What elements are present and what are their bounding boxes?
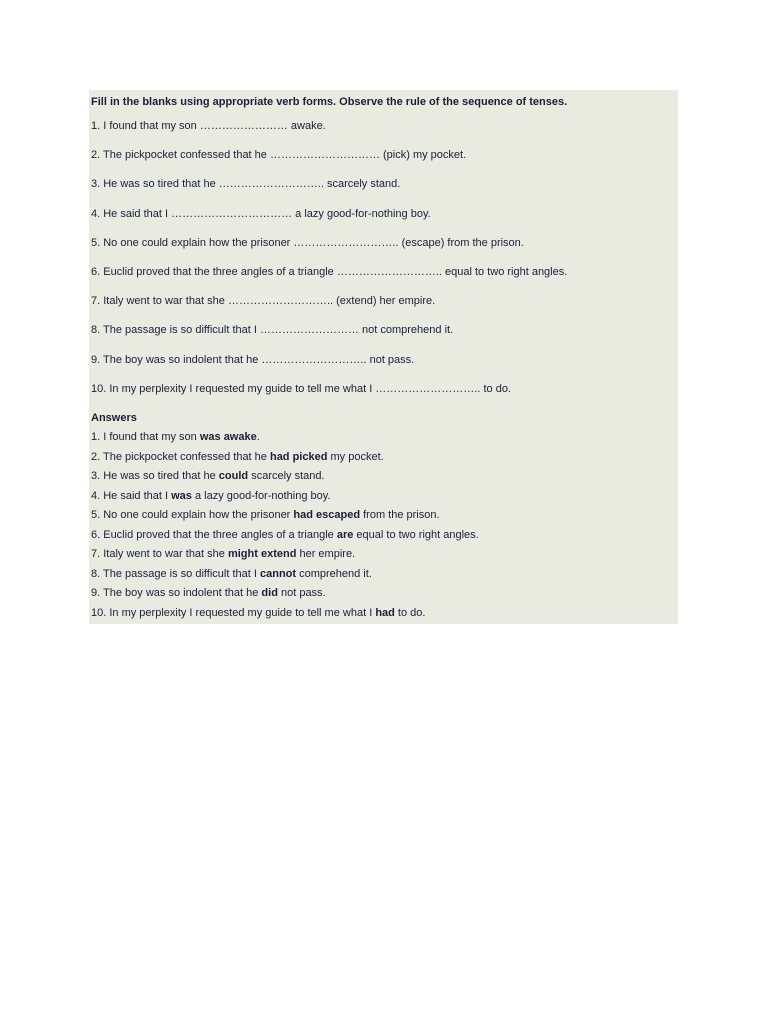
answer-verb: was awake	[199, 431, 257, 444]
answer-item	[91, 606, 678, 626]
answer-item	[91, 430, 678, 450]
answer-text: 10. In my perplexity I requested my guide to tell me what I	[91, 606, 376, 619]
answer-verb: cannot	[259, 567, 297, 580]
answer-item	[91, 508, 678, 528]
answer-verb: did	[261, 587, 278, 600]
answer-text: to do.	[394, 606, 426, 619]
answer-item	[91, 450, 678, 470]
answer-text: .	[256, 431, 260, 444]
answer-text: 4. He said that I	[91, 489, 172, 502]
question-item: 5. No one could explain how the prisoner ……………………….. (escape) from the prison.	[91, 236, 524, 249]
answer-verb: might extend	[227, 548, 297, 561]
answer-text: 1. I found that my son	[91, 431, 200, 444]
answer-item	[91, 469, 678, 489]
exercise-instruction: Fill in the blanks using appropriate verb forms. Observe the rule of the sequence of tenses.	[91, 96, 568, 108]
question-item: 10. In my perplexity I requested my guide to tell me what I ……………………….. to do.	[91, 382, 511, 395]
answer-text: her empire.	[296, 548, 356, 561]
answer-item	[91, 528, 678, 548]
answer-item	[91, 567, 678, 587]
answer-text: 7. Italy went to war that she	[91, 548, 228, 561]
answer-text: a lazy good-for-nothing boy.	[191, 489, 331, 502]
answer-text: equal to two right angles.	[353, 528, 479, 541]
answer-text: comprehend it.	[296, 567, 372, 580]
answers-heading: Answers	[91, 411, 137, 424]
answer-item	[91, 547, 678, 567]
answer-text: 5. No one could explain how the prisoner	[91, 509, 294, 522]
answer-verb: had	[375, 606, 395, 619]
answer-text: scarcely stand.	[248, 470, 325, 483]
answer-list	[91, 430, 678, 625]
question-item: 1. I found that my son …………………… awake.	[91, 120, 326, 132]
answer-verb: had picked	[269, 450, 328, 463]
question-list	[91, 119, 678, 411]
answer-text: 8. The passage is so difficult that I	[91, 567, 260, 580]
answer-verb: could	[218, 470, 249, 483]
answer-text: 2. The pickpocket confessed that he	[91, 450, 270, 463]
question-item: 3. He was so tired that he ……………………….. scarcely stand.	[91, 178, 401, 191]
answer-verb: are	[336, 528, 354, 541]
question-item: 6. Euclid proved that the three angles of a triangle ……………………….. equal to two right angles.	[91, 265, 568, 278]
answer-verb: had escaped	[293, 509, 361, 522]
question-item: 4. He said that I …………………………… a lazy good-for-nothing boy.	[91, 207, 431, 220]
answer-text: from the prison.	[360, 509, 440, 522]
question-item: 2. The pickpocket confessed that he ………………………… (pick) my pocket.	[91, 149, 467, 162]
answer-text: my pocket.	[327, 450, 384, 463]
answer-verb: was	[171, 489, 192, 502]
answer-text: 6. Euclid proved that the three angles of a triangle	[91, 528, 337, 541]
question-item: 7. Italy went to war that she ……………………….. (extend) her empire.	[91, 295, 436, 308]
question-item: 8. The passage is so difficult that I ……………………… not comprehend it.	[91, 324, 454, 337]
answer-text: not pass.	[277, 587, 326, 600]
exercise-panel	[89, 90, 678, 624]
answer-text: 9. The boy was so indolent that he	[91, 587, 262, 600]
answer-item	[91, 586, 678, 606]
answer-item	[91, 489, 678, 509]
answer-text: 3. He was so tired that he	[91, 470, 219, 483]
question-item: 9. The boy was so indolent that he ……………………….. not pass.	[91, 353, 415, 366]
